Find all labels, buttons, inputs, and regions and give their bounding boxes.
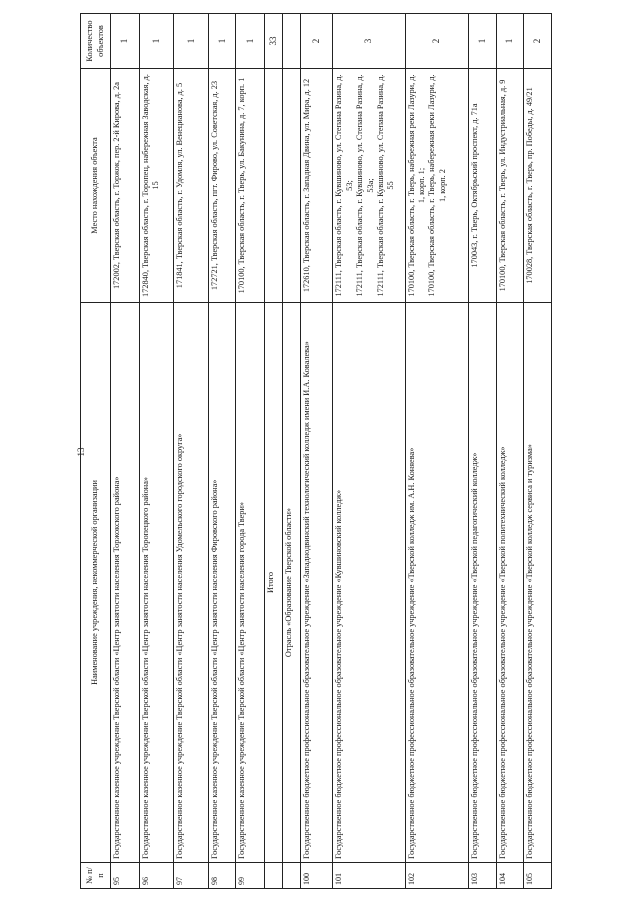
organization-name: Государственное бюджетное профессиональное образовательное учреждение «Кувшиновский колледж» <box>333 303 405 863</box>
object-count: 2 <box>301 14 333 69</box>
header-address: Место нахождения объекта <box>81 69 111 303</box>
organization-name: Государственное бюджетное профессиональное образовательное учреждение «Тверской колледж сервиса и туризма» <box>523 303 551 863</box>
object-count: 1 <box>111 14 140 69</box>
page-number: 13 <box>76 447 86 457</box>
object-count: 1 <box>496 14 523 69</box>
row-number: 105 <box>523 863 551 889</box>
row-number: 98 <box>209 863 236 889</box>
row-number: 99 <box>236 863 265 889</box>
row-number: 100 <box>301 863 333 889</box>
rotated-table-page <box>80 14 552 889</box>
object-address <box>405 69 468 303</box>
address-line: 171841, Тверская область, г. Удомля, ул. Венецианова, д. 5 <box>175 82 185 289</box>
table-row <box>333 14 405 889</box>
header-name: Наименование учреждения, некоммерческой организации <box>81 303 111 863</box>
organization-name: Государственное казенное учреждение Тверской области «Центр занятости населения города Твери» <box>236 303 265 863</box>
table-body-2 <box>301 14 552 889</box>
organization-name: Государственное бюджетное профессиональное образовательное учреждение «Западнодвинский технологический колледж имени И.А. Ковалева» <box>301 303 333 863</box>
object-address <box>236 69 265 303</box>
object-count: 1 <box>468 14 496 69</box>
address-line: 172840, Тверская область, г. Торопец, набережная Заводская, д. 15 <box>141 74 161 297</box>
organization-name: Государственное казенное учреждение Тверской области «Центр занятости населения Удомельского городского округа» <box>174 303 209 863</box>
table-row <box>405 14 468 889</box>
object-address <box>140 69 174 303</box>
total-num-cell <box>265 863 283 889</box>
object-address <box>209 69 236 303</box>
organization-name: Государственное казенное учреждение Тверской области «Центр занятости населения Торопецкого района» <box>140 303 174 863</box>
section-count-cell <box>283 14 301 69</box>
section-row <box>283 14 301 889</box>
object-count: 1 <box>209 14 236 69</box>
table-row <box>209 14 236 889</box>
object-count: 2 <box>523 14 551 69</box>
address-line: 172111, Тверская область, г. Кувшиново, ул. Степана Разина, д. 53а; <box>355 74 375 297</box>
object-address <box>174 69 209 303</box>
objects-table <box>80 13 552 889</box>
row-number: 96 <box>140 863 174 889</box>
address-line: 172610, Тверская область, г. Западная Двина, ул. Мира, д. 12 <box>302 78 312 293</box>
object-address <box>301 69 333 303</box>
table-header-row <box>81 14 111 889</box>
address-line: 170100, Тверская область, г. Тверь, набережная реки Лазури, д. 1, корп. 2 <box>427 74 447 297</box>
address-line: 170100, Тверская область, г. Тверь, ул. Бакунина, д. 7, корп. 1 <box>237 77 247 294</box>
row-number: 104 <box>496 863 523 889</box>
table-row <box>301 14 333 889</box>
table-row <box>236 14 265 889</box>
total-value: 33 <box>265 14 283 69</box>
table-row <box>468 14 496 889</box>
address-line: 172111, Тверская область, г. Кувшиново, ул. Степана Разина, д. 55 <box>375 74 396 297</box>
table-body-1 <box>111 14 265 889</box>
address-line: 170100, Тверская область, г. Тверь, набережная реки Лазури, д. 1, корп. 1; <box>406 74 426 297</box>
total-row <box>265 14 283 889</box>
organization-name: Государственное казенное учреждение Тверской области «Центр занятости населения Торжокского района» <box>111 303 140 863</box>
row-number: 101 <box>333 863 405 889</box>
organization-name: Государственное бюджетное профессиональное образовательное учреждение «Тверской политехнический колледж» <box>496 303 523 863</box>
object-address <box>523 69 551 303</box>
total-label: Итого <box>265 303 283 863</box>
organization-name: Государственное бюджетное профессиональное образовательное учреждение «Тверской педагогический колледж» <box>468 303 496 863</box>
table-row <box>174 14 209 889</box>
table-row <box>496 14 523 889</box>
address-line: 172002, Тверская область, г. Торжок, пер. 2-й Кирова, д. 2а <box>112 82 121 289</box>
object-address <box>111 69 140 303</box>
total-address-cell <box>265 69 283 303</box>
section-title: Отрасль «Образование Тверской области» <box>283 303 301 863</box>
row-number: 103 <box>468 863 496 889</box>
address-line: 170100, Тверская область, г. Тверь, ул. Индустриальная, д. 9 <box>497 79 507 292</box>
row-number: 97 <box>174 863 209 889</box>
section-num-cell <box>283 863 301 889</box>
table-row <box>523 14 551 889</box>
table-summary <box>265 14 301 889</box>
row-number: 102 <box>405 863 468 889</box>
table-row <box>111 14 140 889</box>
table-row <box>140 14 174 889</box>
object-count: 1 <box>140 14 174 69</box>
header-num: № п/п <box>81 863 111 889</box>
row-number: 95 <box>111 863 140 889</box>
object-count: 2 <box>405 14 468 69</box>
object-count: 3 <box>333 14 405 69</box>
address-line: 172721, Тверская область, пгт. Фирово, ул. Советская, д. 23 <box>210 80 220 291</box>
organization-name: Государственное казенное учреждение Тверской области «Центр занятости населения Фировского района» <box>209 303 236 863</box>
object-address <box>333 69 405 303</box>
object-address <box>468 69 496 303</box>
address-line: 172111, Тверская область, г. Кувшиново, ул. Степана Разина, д. 53; <box>334 74 354 297</box>
object-address <box>496 69 523 303</box>
header-count: Количество объектов <box>81 14 111 69</box>
object-count: 1 <box>174 14 209 69</box>
section-address-cell <box>283 69 301 303</box>
address-line: 170028, Тверская область, г. Тверь, пр. Победы, д. 49/21 <box>524 87 534 284</box>
organization-name: Государственное бюджетное профессиональное образовательное учреждение «Тверской колледж им. А.Н. Коняева» <box>405 303 468 863</box>
address-line: 170043, г. Тверь, Октябрьский проспект, д. 71а <box>469 103 479 268</box>
object-count: 1 <box>236 14 265 69</box>
